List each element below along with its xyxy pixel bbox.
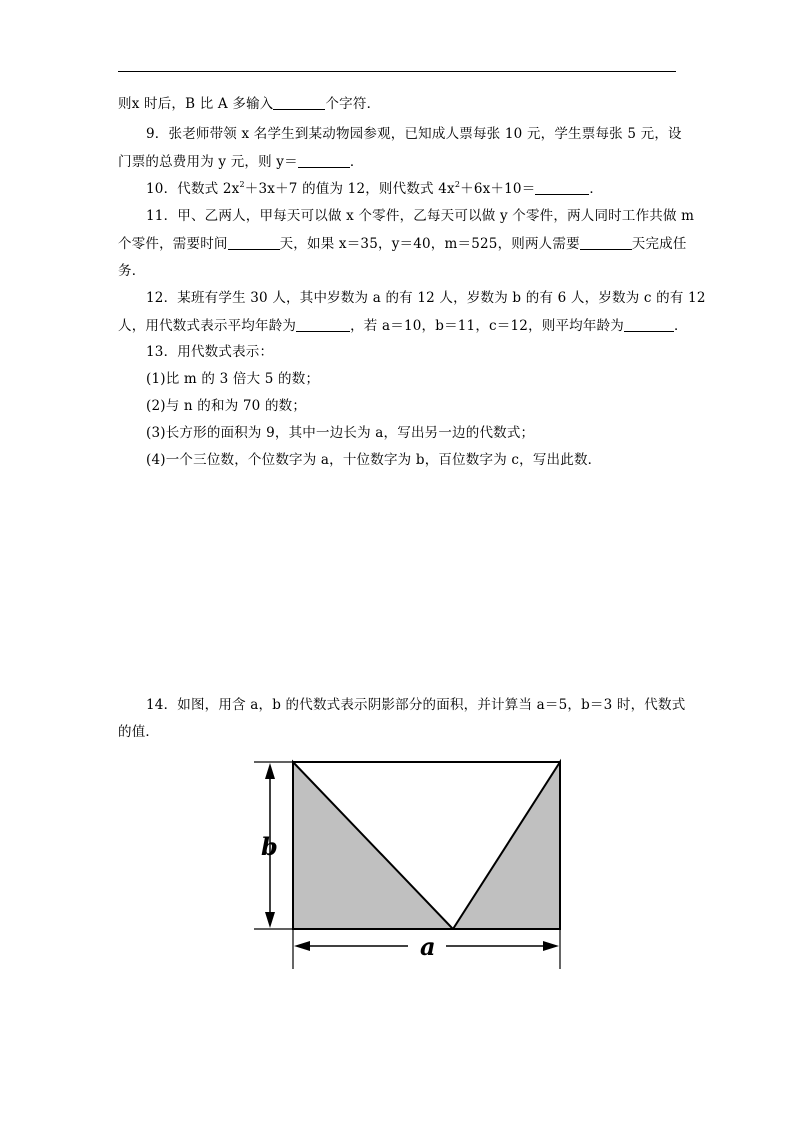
q12-line-1: 12．某班有学生 30 人，其中岁数为 a 的有 12 人，岁数为 b 的有 6 人，岁数为 c 的有 12 (146, 290, 706, 306)
answer-blank[interactable] (296, 317, 350, 332)
variable-x: x (131, 96, 140, 112)
right-shaded-triangle (453, 762, 560, 929)
q9-line-1: 9．张老师带领 x 名学生到某动物园参观，已知成人票每张 10 元，学生票每张 5 元，设 (146, 126, 682, 142)
q11-line-3: 务． (118, 263, 146, 279)
q13-item-3: (3)长方形的面积为 9，其中一边长为 a，写出另一边的代数式； (146, 425, 535, 441)
answer-blank[interactable] (580, 235, 632, 250)
geometry-figure (250, 755, 580, 975)
header-rule (118, 71, 676, 72)
q10-line: 10．代数式 $2x^2+3x+7$ 的值为 12，则代数式 $4x^2+6x+10=$ ． (146, 180, 604, 197)
q8-tail-line: 则x 时后，B 比 A 多输入 个字符． (118, 96, 381, 112)
q14-line-2: 的值． (118, 724, 160, 740)
answer-blank[interactable] (298, 153, 350, 168)
b-arrowhead-bottom (265, 912, 275, 928)
q11-line-1: 11．甲、乙两人，甲每天可以做 x 个零件，乙每天可以做 y 个零件，两人同时工作共做 m (146, 208, 695, 224)
b-arrowhead-top (265, 763, 275, 779)
q12-line-2: 人，用代数式表示平均年龄为 ，若 a＝10，b＝11，c＝12，则平均年龄为 ． (118, 318, 688, 334)
q14-line-1: 14．如图，用含 a，b 的代数式表示阴影部分的面积，并计算当 a＝5，b＝3 时，代数式 (146, 697, 686, 713)
answer-blank[interactable] (535, 180, 589, 195)
answer-blank[interactable] (228, 235, 280, 250)
q11-line-2: 个零件，需要时间 天，如果 x＝35，y＝40，m＝525，则两人需要 天完成任 (118, 236, 687, 252)
q13-item-4: (4)一个三位数，个位数字为 a，十位数字为 b，百位数字为 c，写出此数． (146, 452, 602, 468)
label-b: b (261, 832, 278, 861)
answer-blank[interactable] (273, 95, 325, 110)
q13-title: 13．用代数式表示： (146, 344, 274, 360)
label-a: a (420, 932, 436, 961)
a-arrowhead-left (294, 941, 310, 951)
a-arrowhead-right (543, 941, 559, 951)
q13-item-2: (2)与 n 的和为 70 的数； (146, 398, 307, 414)
q13-item-1: (1)比 m 的 3 倍大 5 的数； (146, 371, 320, 387)
figure-svg (250, 755, 580, 975)
left-shaded-triangle (293, 762, 453, 929)
answer-blank[interactable] (624, 317, 674, 332)
q9-line-2: 门票的总费用为 y 元，则 y＝ ． (118, 154, 364, 170)
